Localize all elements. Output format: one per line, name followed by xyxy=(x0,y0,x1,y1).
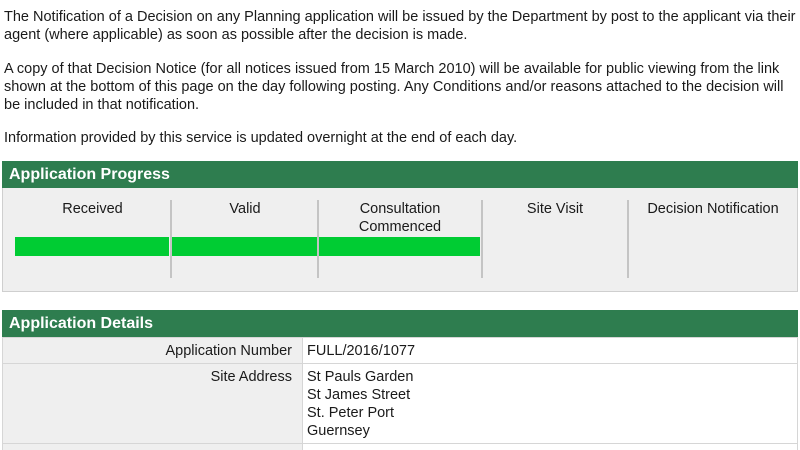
application-progress-header: Application Progress xyxy=(2,161,798,188)
table-row xyxy=(3,444,798,450)
intro-paragraph-update-info: Information provided by this service is updated overnight at the end of each day. xyxy=(4,130,518,146)
empty-value-cell xyxy=(303,444,798,450)
application-details-header: Application Details xyxy=(2,310,798,337)
stage-decision-notification: Decision Notification xyxy=(647,201,779,217)
application-details-table xyxy=(2,337,798,450)
empty-label-cell xyxy=(3,444,303,450)
table-row xyxy=(3,364,798,444)
site-address-label: Site Address xyxy=(3,364,303,444)
application-number-value: FULL/2016/1077 xyxy=(303,338,798,364)
intro-paragraph-decision-notification: The Notification of a Decision on any Planning application will be issued by the Department by post to the applicant via their agent (where applicable) as soon as possible after the decision is made. xyxy=(4,9,796,43)
stage-received-progress-bar xyxy=(15,237,169,256)
stage-consultation-commenced: Consultation Commenced xyxy=(358,201,442,235)
stage-site-visit: Site Visit xyxy=(526,201,584,217)
table-row xyxy=(3,338,798,364)
stage-valid-progress-bar xyxy=(172,237,317,256)
intro-paragraph-decision-notice-copy: A copy of that Decision Notice (for all notices issued from 15 March 2010) will be available for public viewing from the link shown at the bottom of this page on the day following posting. Any Conditions and/or reasons attached to the decision will be included in that notification. xyxy=(4,61,784,113)
site-address-line: St Pauls Garden xyxy=(307,369,414,385)
application-progress-panel xyxy=(2,188,798,292)
site-address-value xyxy=(303,364,798,444)
site-address-line: St James Street xyxy=(307,387,411,403)
stage-consultation-progress-bar xyxy=(319,237,480,256)
stage-received: Received xyxy=(62,201,123,217)
stage-valid: Valid xyxy=(229,201,261,217)
application-number-label: Application Number xyxy=(3,338,303,364)
site-address-line: Guernsey xyxy=(307,423,370,439)
site-address-line: St. Peter Port xyxy=(307,405,395,421)
